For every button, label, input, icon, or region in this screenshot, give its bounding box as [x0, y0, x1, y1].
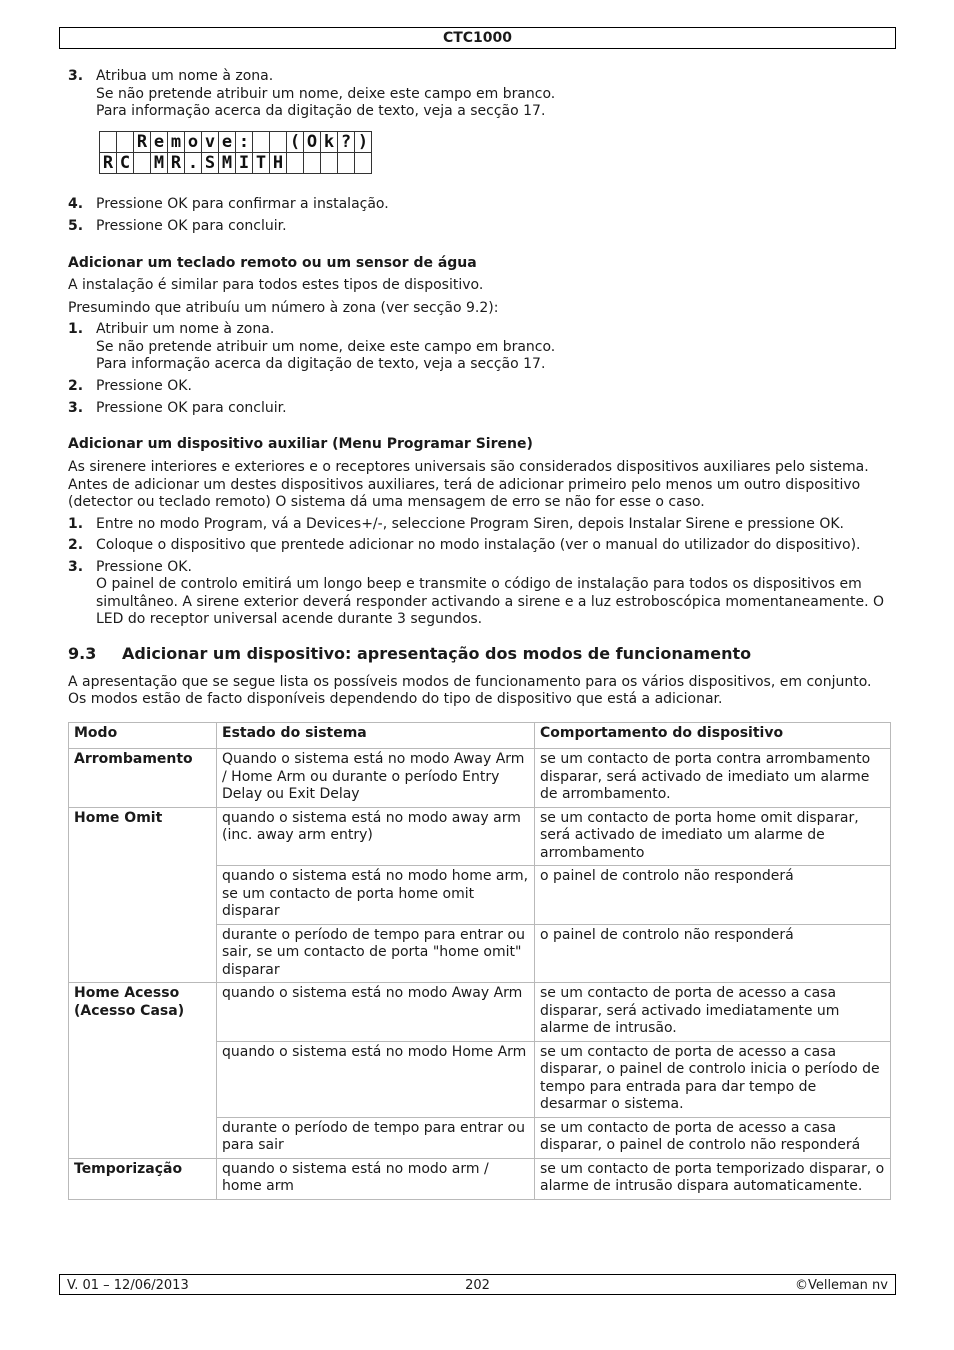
lcd-cell: T — [253, 152, 270, 173]
list-item — [68, 321, 894, 374]
mode-cell: Arrombamento — [69, 749, 217, 808]
lcd-cell: ) — [355, 131, 372, 152]
list-item — [68, 378, 894, 396]
paragraph: As sirenere interiores e exteriores e o receptores universais são considerados dispositivos auxiliares pelo sistema. Antes de adicionar um destes dispositivos auxiliares, terá de adicionar primeiro pelo menos um outro dispositivo (detector ou teclado remoto) O sistema dá uma mensagem de erro se não for esse o caso. — [68, 459, 869, 510]
lcd-cell — [253, 131, 270, 152]
section-heading: Adicionar um dispositivo auxiliar (Menu Programar Sirene) — [68, 435, 533, 452]
lcd-row-1 — [100, 131, 372, 152]
behavior-cell: o painel de controlo não responderá — [535, 866, 891, 925]
state-cell: durante o período de tempo para entrar ou para sair — [217, 1117, 535, 1158]
lcd-cell — [287, 152, 304, 173]
footer-copyright: ©Velleman nv — [794, 1278, 888, 1293]
step-text: Se não pretende atribuir um nome, deixe este campo em branco. — [96, 338, 556, 355]
mode-cell: Home Acesso (Acesso Casa) — [69, 983, 217, 1159]
mode-cell: Temporização — [69, 1158, 217, 1199]
lcd-cell: o — [185, 131, 202, 152]
table-row — [69, 749, 891, 808]
lcd-cell: M — [151, 152, 168, 173]
lcd-cell: S — [202, 152, 219, 173]
lcd-cell: e — [151, 131, 168, 152]
lcd-cell: C — [117, 152, 134, 173]
section-title-text: Adicionar um dispositivo: apresentação dos modos de funcionamento — [122, 643, 752, 663]
step-text: Entre no modo Program, vá a Devices+/-, seleccione Program Siren, depois Instalar Sirene e pressione OK. — [96, 515, 844, 532]
step-text: Para informação acerca da digitação de texto, veja a secção 17. — [96, 103, 546, 119]
step-number: 1. — [68, 515, 84, 532]
lcd-cell — [304, 152, 321, 173]
state-cell: quando o sistema está no modo arm / home arm — [217, 1158, 535, 1199]
step-number: 4. — [68, 195, 84, 212]
lcd-cell — [117, 131, 134, 152]
page-footer — [59, 1274, 896, 1295]
step-text: Pressione OK para confirmar a instalação. — [96, 195, 389, 212]
behavior-cell: se um contacto de porta contra arrombamento disparar, será activado de imediato um alarme de arrombamento. — [535, 749, 891, 808]
column-header: Estado do sistema — [217, 722, 535, 749]
lcd-row-2 — [100, 152, 372, 173]
step-text: Atribuir um nome à zona. — [96, 321, 275, 337]
lcd-cell — [100, 131, 117, 152]
step-text: Pressione OK para concluir. — [96, 400, 287, 416]
list-item — [68, 537, 894, 555]
step-number: 2. — [68, 537, 84, 553]
list-item — [68, 218, 894, 236]
lcd-cell — [355, 152, 372, 173]
step-number: 3. — [68, 68, 84, 84]
list-item — [68, 196, 894, 214]
list-item — [68, 559, 894, 629]
paragraph: Presumindo que atribuíu um número à zona (ver secção 9.2): — [68, 299, 499, 316]
step-text: Se não pretende atribuir um nome, deixe este campo em branco. — [96, 85, 556, 102]
header-title: CTC1000 — [442, 30, 513, 46]
mode-cell: Home Omit — [69, 807, 217, 983]
column-header: Modo — [69, 722, 217, 749]
step-number: 3. — [68, 400, 84, 416]
state-cell: quando o sistema está no modo home arm, se um contacto de porta home omit disparar — [217, 866, 535, 925]
state-cell: quando o sistema está no modo Home Arm — [217, 1041, 535, 1117]
lcd-cell — [134, 152, 151, 173]
section-number: 9.3 — [68, 643, 97, 663]
paragraph: A instalação é similar para todos estes tipos de dispositivo. — [68, 277, 484, 293]
section-title — [68, 644, 894, 664]
behavior-cell: se um contacto de porta de acesso a casa disparar, o painel de controlo inicia o período de tempo para entrada para dar tempo de desarmar o sistema. — [535, 1041, 891, 1117]
behavior-cell: se um contacto de porta de acesso a casa disparar, será activado imediatamente um alarme de intrusão. — [535, 983, 891, 1042]
behavior-cell: o painel de controlo não responderá — [535, 924, 891, 983]
lcd-cell: . — [185, 152, 202, 173]
step-text: Coloque o dispositivo que prentede adicionar no modo instalação (ver o manual do utilizador do dispositivo). — [96, 537, 861, 553]
step-text: Atribua um nome à zona. — [96, 68, 274, 84]
footer-page-number: 202 — [465, 1278, 490, 1293]
lcd-cell: m — [168, 131, 185, 152]
step-number: 5. — [68, 218, 84, 234]
lcd-cell: ? — [338, 131, 355, 152]
behavior-cell: se um contacto de porta de acesso a casa disparar, o painel de controlo não responderá — [535, 1117, 891, 1158]
lcd-cell: H — [270, 152, 287, 173]
step-number: 3. — [68, 558, 84, 575]
lcd-cell — [270, 131, 287, 152]
behavior-cell: se um contacto de porta home omit disparar, será activado de imediato um alarme de arrombamento — [535, 807, 891, 866]
lcd-cell — [321, 152, 338, 173]
lcd-display — [99, 131, 372, 174]
lcd-cell: M — [219, 152, 236, 173]
footer-version: V. 01 – 12/06/2013 — [67, 1278, 189, 1293]
step-text: O painel de controlo emitirá um longo beep e transmite o código de instalação para todos os dispositivos em simultâneo. A sirene exterior deverá responder activando a sirene e a luz estroboscópica momentaneamente. O LED do receptor universal acende durante 3 segundos. — [96, 576, 884, 627]
lcd-cell: e — [219, 131, 236, 152]
table-row — [69, 1158, 891, 1199]
behavior-cell: se um contacto de porta temporizado disparar, o alarme de intrusão dispara automaticamente. — [535, 1158, 891, 1199]
table-row — [69, 807, 891, 866]
lcd-cell: k — [321, 131, 338, 152]
lcd-cell: : — [236, 131, 253, 152]
modes-table — [68, 722, 891, 1200]
state-cell: durante o período de tempo para entrar ou sair, se um contacto de porta "home omit" disparar — [217, 924, 535, 983]
step-text: Pressione OK. — [96, 558, 192, 575]
list-item — [68, 516, 894, 534]
lcd-cell: v — [202, 131, 219, 152]
list-item — [68, 68, 894, 121]
step-number: 2. — [68, 377, 84, 394]
lcd-cell: O — [304, 131, 321, 152]
lcd-cell: I — [236, 152, 253, 173]
state-cell: quando o sistema está no modo Away Arm — [217, 983, 535, 1042]
lcd-cell: R — [134, 131, 151, 152]
state-cell: Quando o sistema está no modo Away Arm / Home Arm ou durante o período Entry Delay ou Exit Delay — [217, 749, 535, 808]
table-header-row — [69, 722, 891, 749]
lcd-cell: ( — [287, 131, 304, 152]
step-text: Pressione OK. — [96, 377, 192, 394]
list-item — [68, 400, 894, 418]
lcd-cell — [338, 152, 355, 173]
lcd-cell: R — [100, 152, 117, 173]
state-cell: quando o sistema está no modo away arm (inc. away arm entry) — [217, 807, 535, 866]
page-content — [68, 68, 894, 1200]
step-text: Para informação acerca da digitação de texto, veja a secção 17. — [96, 356, 546, 372]
column-header: Comportamento do dispositivo — [535, 722, 891, 749]
paragraph: A apresentação que se segue lista os possíveis modos de funcionamento para os vários dispositivos, em conjunto. Os modos estão de facto disponíveis dependendo do tipo de dispositivo que está a adicionar. — [68, 673, 872, 707]
step-number: 1. — [68, 321, 84, 337]
lcd-cell: R — [168, 152, 185, 173]
step-text: Pressione OK para concluir. — [96, 218, 287, 234]
table-row — [69, 983, 891, 1042]
section-heading: Adicionar um teclado remoto ou um sensor de água — [68, 254, 477, 271]
page-header — [59, 27, 896, 49]
